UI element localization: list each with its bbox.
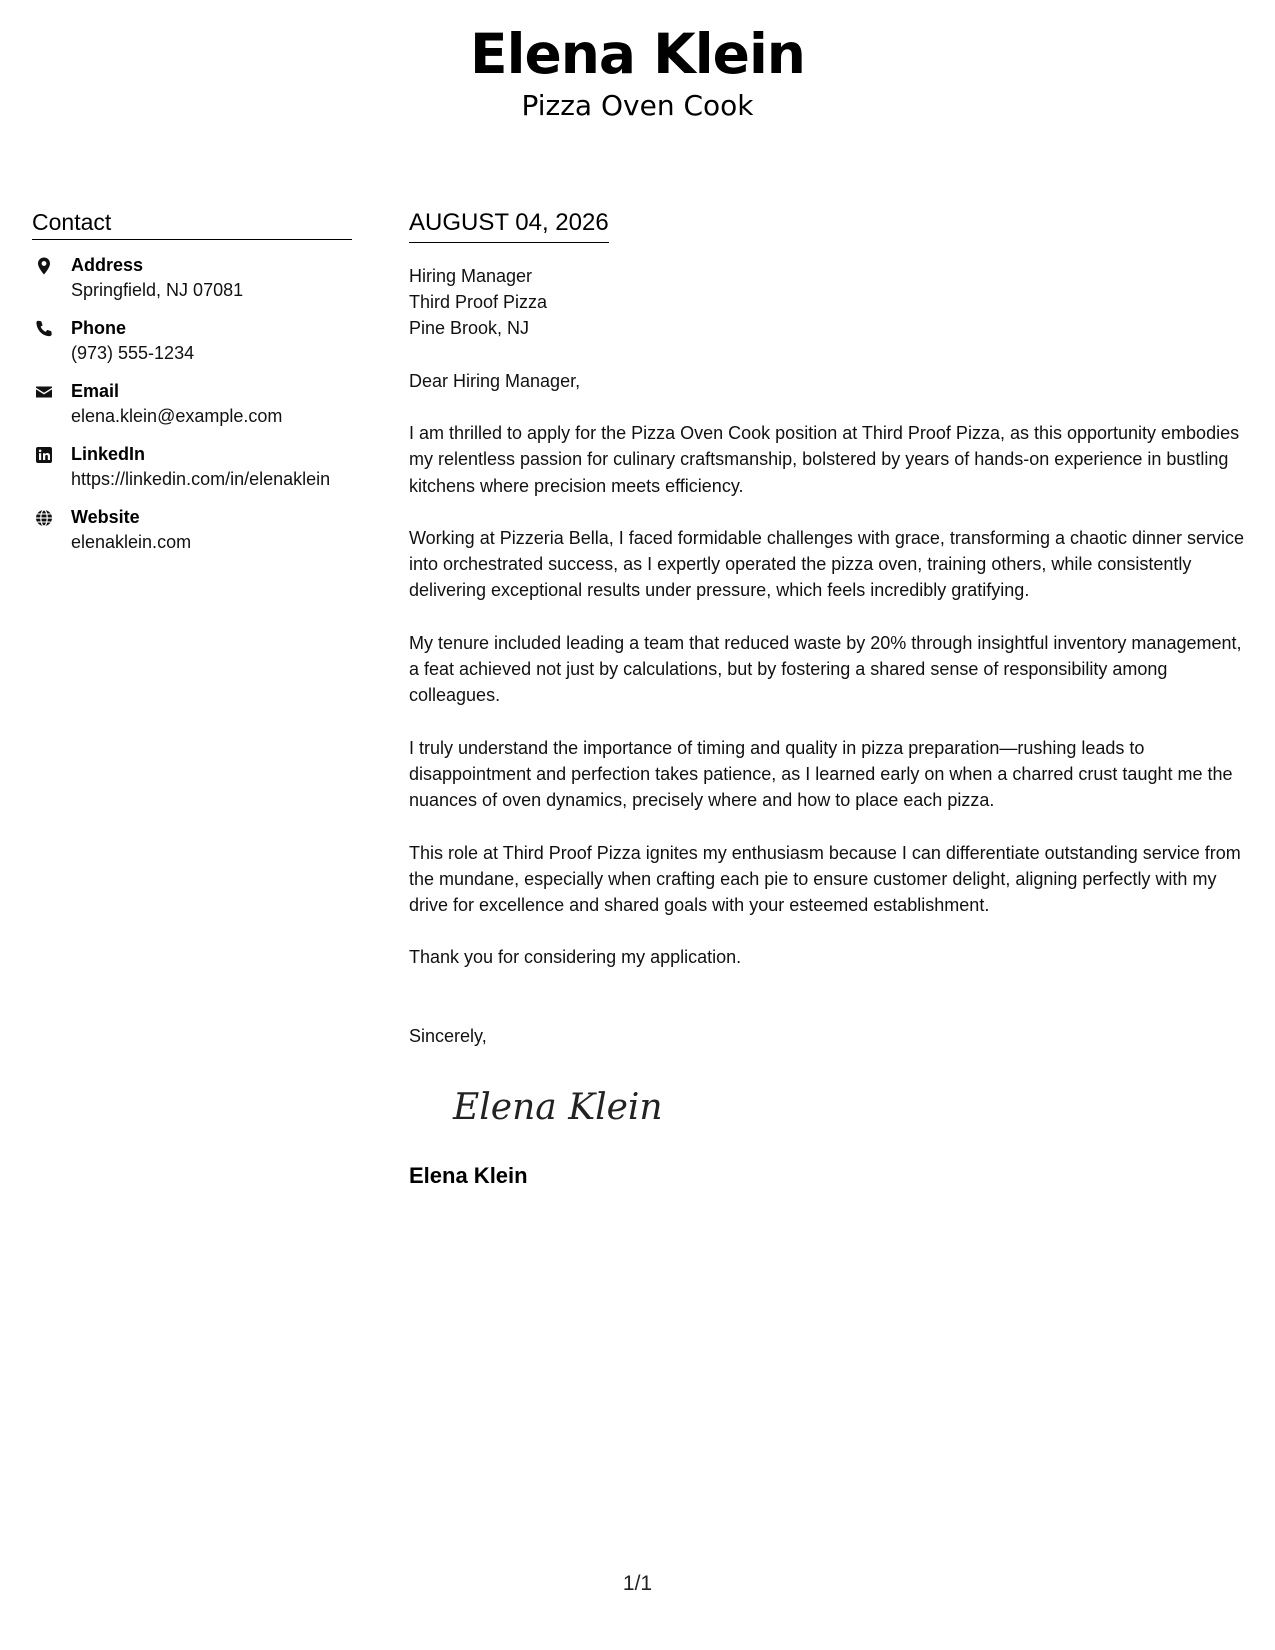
recipient-line: Pine Brook, NJ: [409, 318, 530, 338]
website-label: Website: [71, 507, 140, 527]
address-label: Address: [71, 255, 144, 275]
email-value[interactable]: elena.klein@example.com: [71, 406, 283, 426]
body-paragraph: Working at Pizzeria Bella, I faced formidable challenges with grace, transforming a chaotic dinner service into orchestrated success, as I expertly operated the pizza oven, training others, while consistently delivering exceptional results under pressure, which feels incredibly gratifying.: [409, 527, 1245, 601]
website-value[interactable]: elenaklein.com: [71, 532, 192, 552]
letter-body: [409, 208, 1249, 1190]
thank-you-paragraph: Thank you for considering my application.: [409, 947, 742, 968]
page-number: 1/1: [622, 1572, 653, 1595]
handwritten-signature: [449, 1083, 689, 1131]
contact-linkedin: [32, 442, 352, 492]
page-header: [0, 22, 1275, 124]
recipient-line: Hiring Manager: [409, 266, 533, 286]
body-paragraph: I truly understand the importance of timing and quality in pizza preparation—rushing leads to disappointment and perfection takes patience, as I learned early on when a charred crust taught me the nuances of oven dynamics, precisely where and how to place each pizza.: [409, 737, 1233, 811]
linkedin-value[interactable]: https://linkedin.com/in/elenaklein: [71, 469, 331, 489]
email-label: Email: [71, 381, 120, 401]
contact-address: [32, 253, 352, 303]
contact-email: [32, 379, 352, 429]
body-paragraph: My tenure included leading a team that reduced waste by 20% through insightful inventory management, a feat achieved not just by calculations, but by fostering a shared sense of responsibility among colleagues.: [409, 632, 1242, 706]
applicant-name: Elena Klein: [470, 22, 805, 86]
body-paragraph: I am thrilled to apply for the Pizza Oven Cook position at Third Proof Pizza, as this opportunity embodies my relentless passion for culinary craftsmanship, bolstered by years of hands-on experience in bustling kitchens where precision meets efficiency.: [409, 423, 1240, 496]
linkedin-icon: [34, 445, 54, 465]
closing: Sincerely,: [409, 1025, 487, 1046]
letter-date: AUGUST 04, 2026: [409, 209, 609, 236]
contact-website: [32, 505, 352, 555]
linkedin-label: LinkedIn: [71, 444, 146, 464]
contact-heading: Contact: [32, 208, 352, 240]
svg-text:Elena Klein: Elena Klein: [453, 1086, 663, 1128]
recipient-line: Third Proof Pizza: [409, 292, 548, 312]
date-block: [409, 208, 609, 243]
map-pin-icon: [34, 256, 54, 276]
address-value: Springfield, NJ 07081: [71, 280, 244, 300]
phone-value[interactable]: (973) 555-1234: [71, 343, 195, 363]
body-paragraph: This role at Third Proof Pizza ignites my enthusiasm because I can differentiate outstanding service from the mundane, especially when crafting each pie to ensure customer delight, aligning perfectly with my drive for excellence and shared goals with your esteemed establishment.: [409, 842, 1241, 916]
applicant-job-title: Pizza Oven Cook: [521, 89, 754, 122]
phone-label: Phone: [71, 318, 127, 338]
globe-icon: [34, 508, 54, 528]
contact-sidebar: [32, 208, 352, 555]
phone-icon: [34, 319, 54, 339]
recipient-block: [409, 263, 1249, 341]
envelope-icon: [34, 382, 54, 402]
signer-name: Elena Klein: [409, 1162, 528, 1188]
salutation: Dear Hiring Manager,: [409, 371, 581, 391]
contact-phone: [32, 316, 352, 366]
